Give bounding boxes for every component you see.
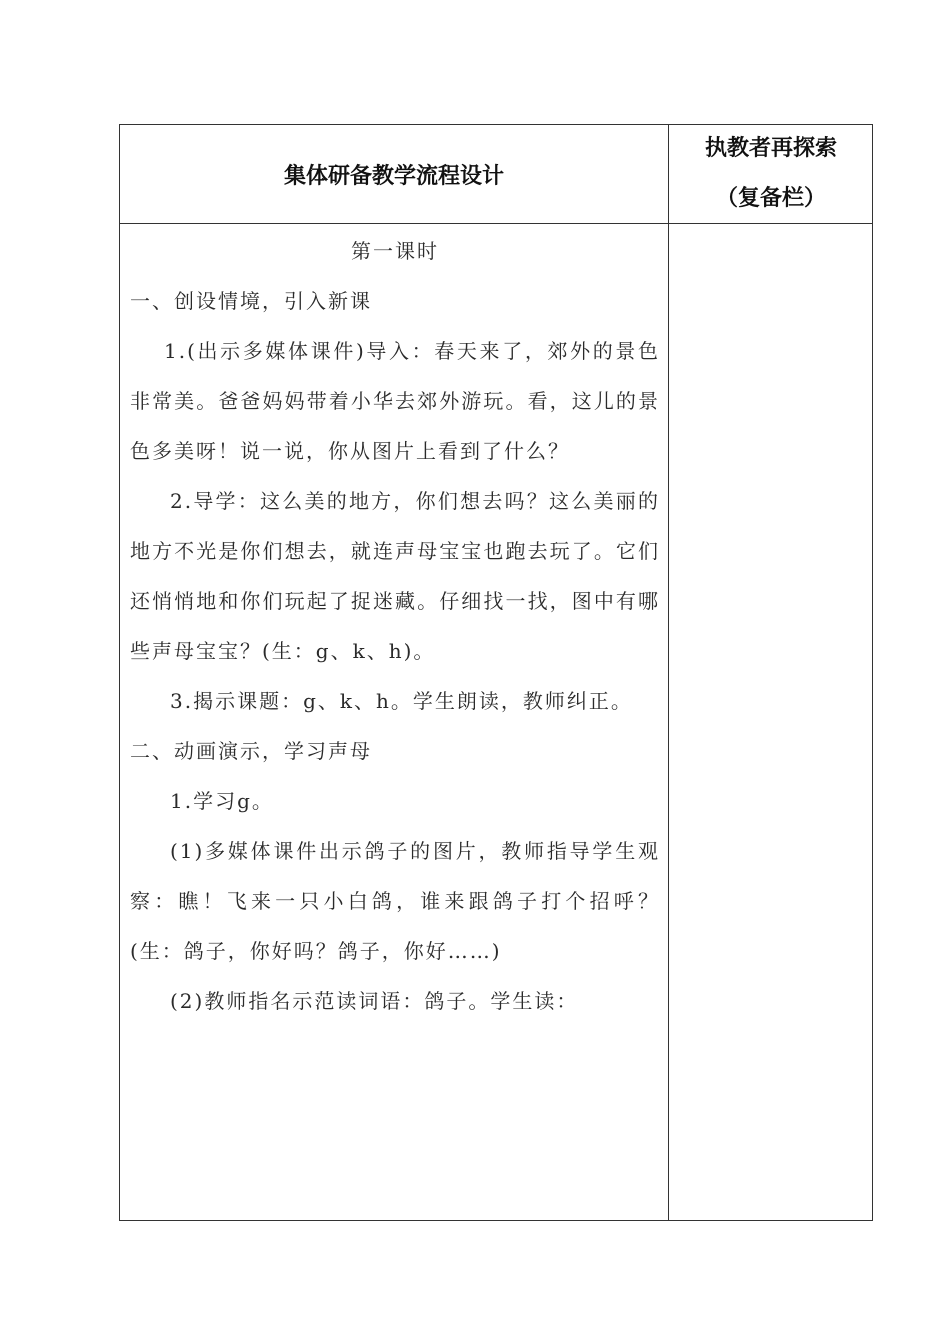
- paragraph-4: 1.学习g。: [170, 789, 274, 813]
- paragraph-3: 3.揭示课题：g、k、h。学生朗读，教师纠正。: [170, 689, 633, 713]
- lesson-title: 第一课时: [351, 239, 439, 263]
- header-design-flow: [120, 125, 668, 223]
- section-title-1: 一、创设情境，引入新课: [130, 289, 372, 313]
- paragraph-2: 2.导学：这么美的地方，你们想去吗？这么美丽的地方不光是你们想去，就连声母宝宝也跑去玩了。它们还悄悄地和你们玩起了捉迷藏。仔细找一找，图中有哪些声母宝宝？(生：g、k、h)。: [130, 489, 660, 663]
- section-title-2: 二、动画演示，学习声母: [130, 739, 372, 763]
- header-review-column: [669, 125, 873, 223]
- header-design-flow-label: 集体研备教学流程设计: [283, 163, 504, 189]
- header-review-line2: （复备栏）: [715, 186, 826, 211]
- lesson-content: [130, 226, 660, 1026]
- lesson-plan-table: [119, 124, 873, 1221]
- column-divider: [668, 125, 669, 1220]
- paragraph-1: 1.(出示多媒体课件)导入：春天来了，郊外的景色非常美。爸爸妈妈带着小华去郊外游玩。看，这儿的景色多美呀！说一说，你从图片上看到了什么？: [130, 339, 660, 463]
- paragraph-5: (1)多媒体课件出示鸽子的图片，教师指导学生观察：瞧！飞来一只小白鸽，谁来跟鸽子打个招呼？(生：鸽子，你好吗？鸽子，你好……): [130, 839, 660, 963]
- paragraph-6: (2)教师指名示范读词语：鸽子。学生读：: [170, 989, 579, 1013]
- header-review-line1: 执教者再探索: [704, 136, 837, 161]
